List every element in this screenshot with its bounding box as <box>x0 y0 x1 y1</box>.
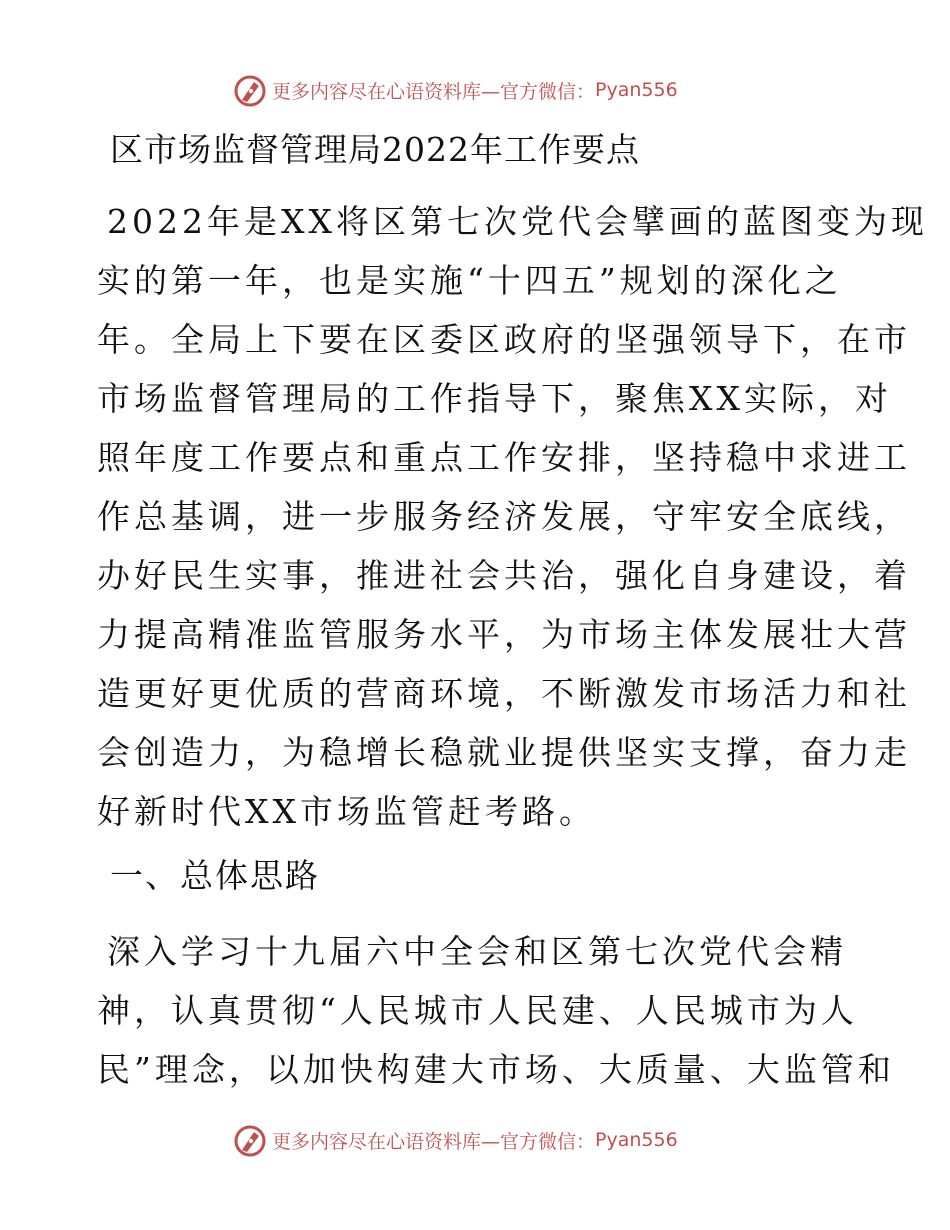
paragraph-line: 好新时代XX市场监管赶考路。 <box>97 792 596 831</box>
watermark-text: 更多内容尽在心语资料库—官方微信： <box>272 80 596 103</box>
paragraph-line: 办好民生实事，推进社会共治，强化自身建设，着 <box>97 556 911 595</box>
watermark-banner-bottom <box>232 1120 678 1160</box>
paragraph-line: 实的第一年，也是实施“十四五”规划的深化之 <box>97 261 842 300</box>
watermark-wechat-id: Pyan556 <box>595 79 678 101</box>
paragraph-line: 神，认真贯彻“人民城市人民建、人民城市为人 <box>97 991 858 1030</box>
section-paragraph <box>97 922 895 1099</box>
paragraph-line: 市场监督管理局的工作指导下，聚焦XX实际，对 <box>97 379 892 418</box>
watermark-banner-top <box>232 70 678 110</box>
paragraph-line: 民”理念，以加快构建大市场、大质量、大监管和 <box>97 1050 895 1089</box>
paragraph-line: 年。全局上下要在区委区政府的坚强领导下，在市 <box>97 320 911 359</box>
intro-paragraph <box>97 192 928 841</box>
watermark-text: 更多内容尽在心语资料库—官方微信： <box>272 1130 596 1153</box>
document-title: 区市场监督管理局2022年工作要点 <box>110 130 640 169</box>
paragraph-line: 力提高精准监管服务水平，为市场主体发展壮大营 <box>97 615 911 654</box>
paragraph-line: 深入学习十九届六中全会和区第七次党代会精 <box>107 932 847 971</box>
paragraph-line: 造更好更优质的营商环境，不断激发市场活力和社 <box>97 674 911 713</box>
paragraph-line: 照年度工作要点和重点工作安排，坚持稳中求进工 <box>97 438 911 477</box>
pen-nib-logo-icon <box>232 1122 268 1158</box>
section-heading: 一、总体思路 <box>110 856 320 895</box>
paragraph-line: 作总基调，进一步服务经济发展，守牢安全底线， <box>97 497 911 536</box>
watermark-wechat-id: Pyan556 <box>595 1129 678 1151</box>
paragraph-line: 会创造力，为稳增长稳就业提供坚实支撑，奋力走 <box>97 733 911 772</box>
paragraph-line: 2022年是XX将区第七次党代会擘画的蓝图变为现 <box>107 202 928 241</box>
pen-nib-logo-icon <box>232 72 268 108</box>
